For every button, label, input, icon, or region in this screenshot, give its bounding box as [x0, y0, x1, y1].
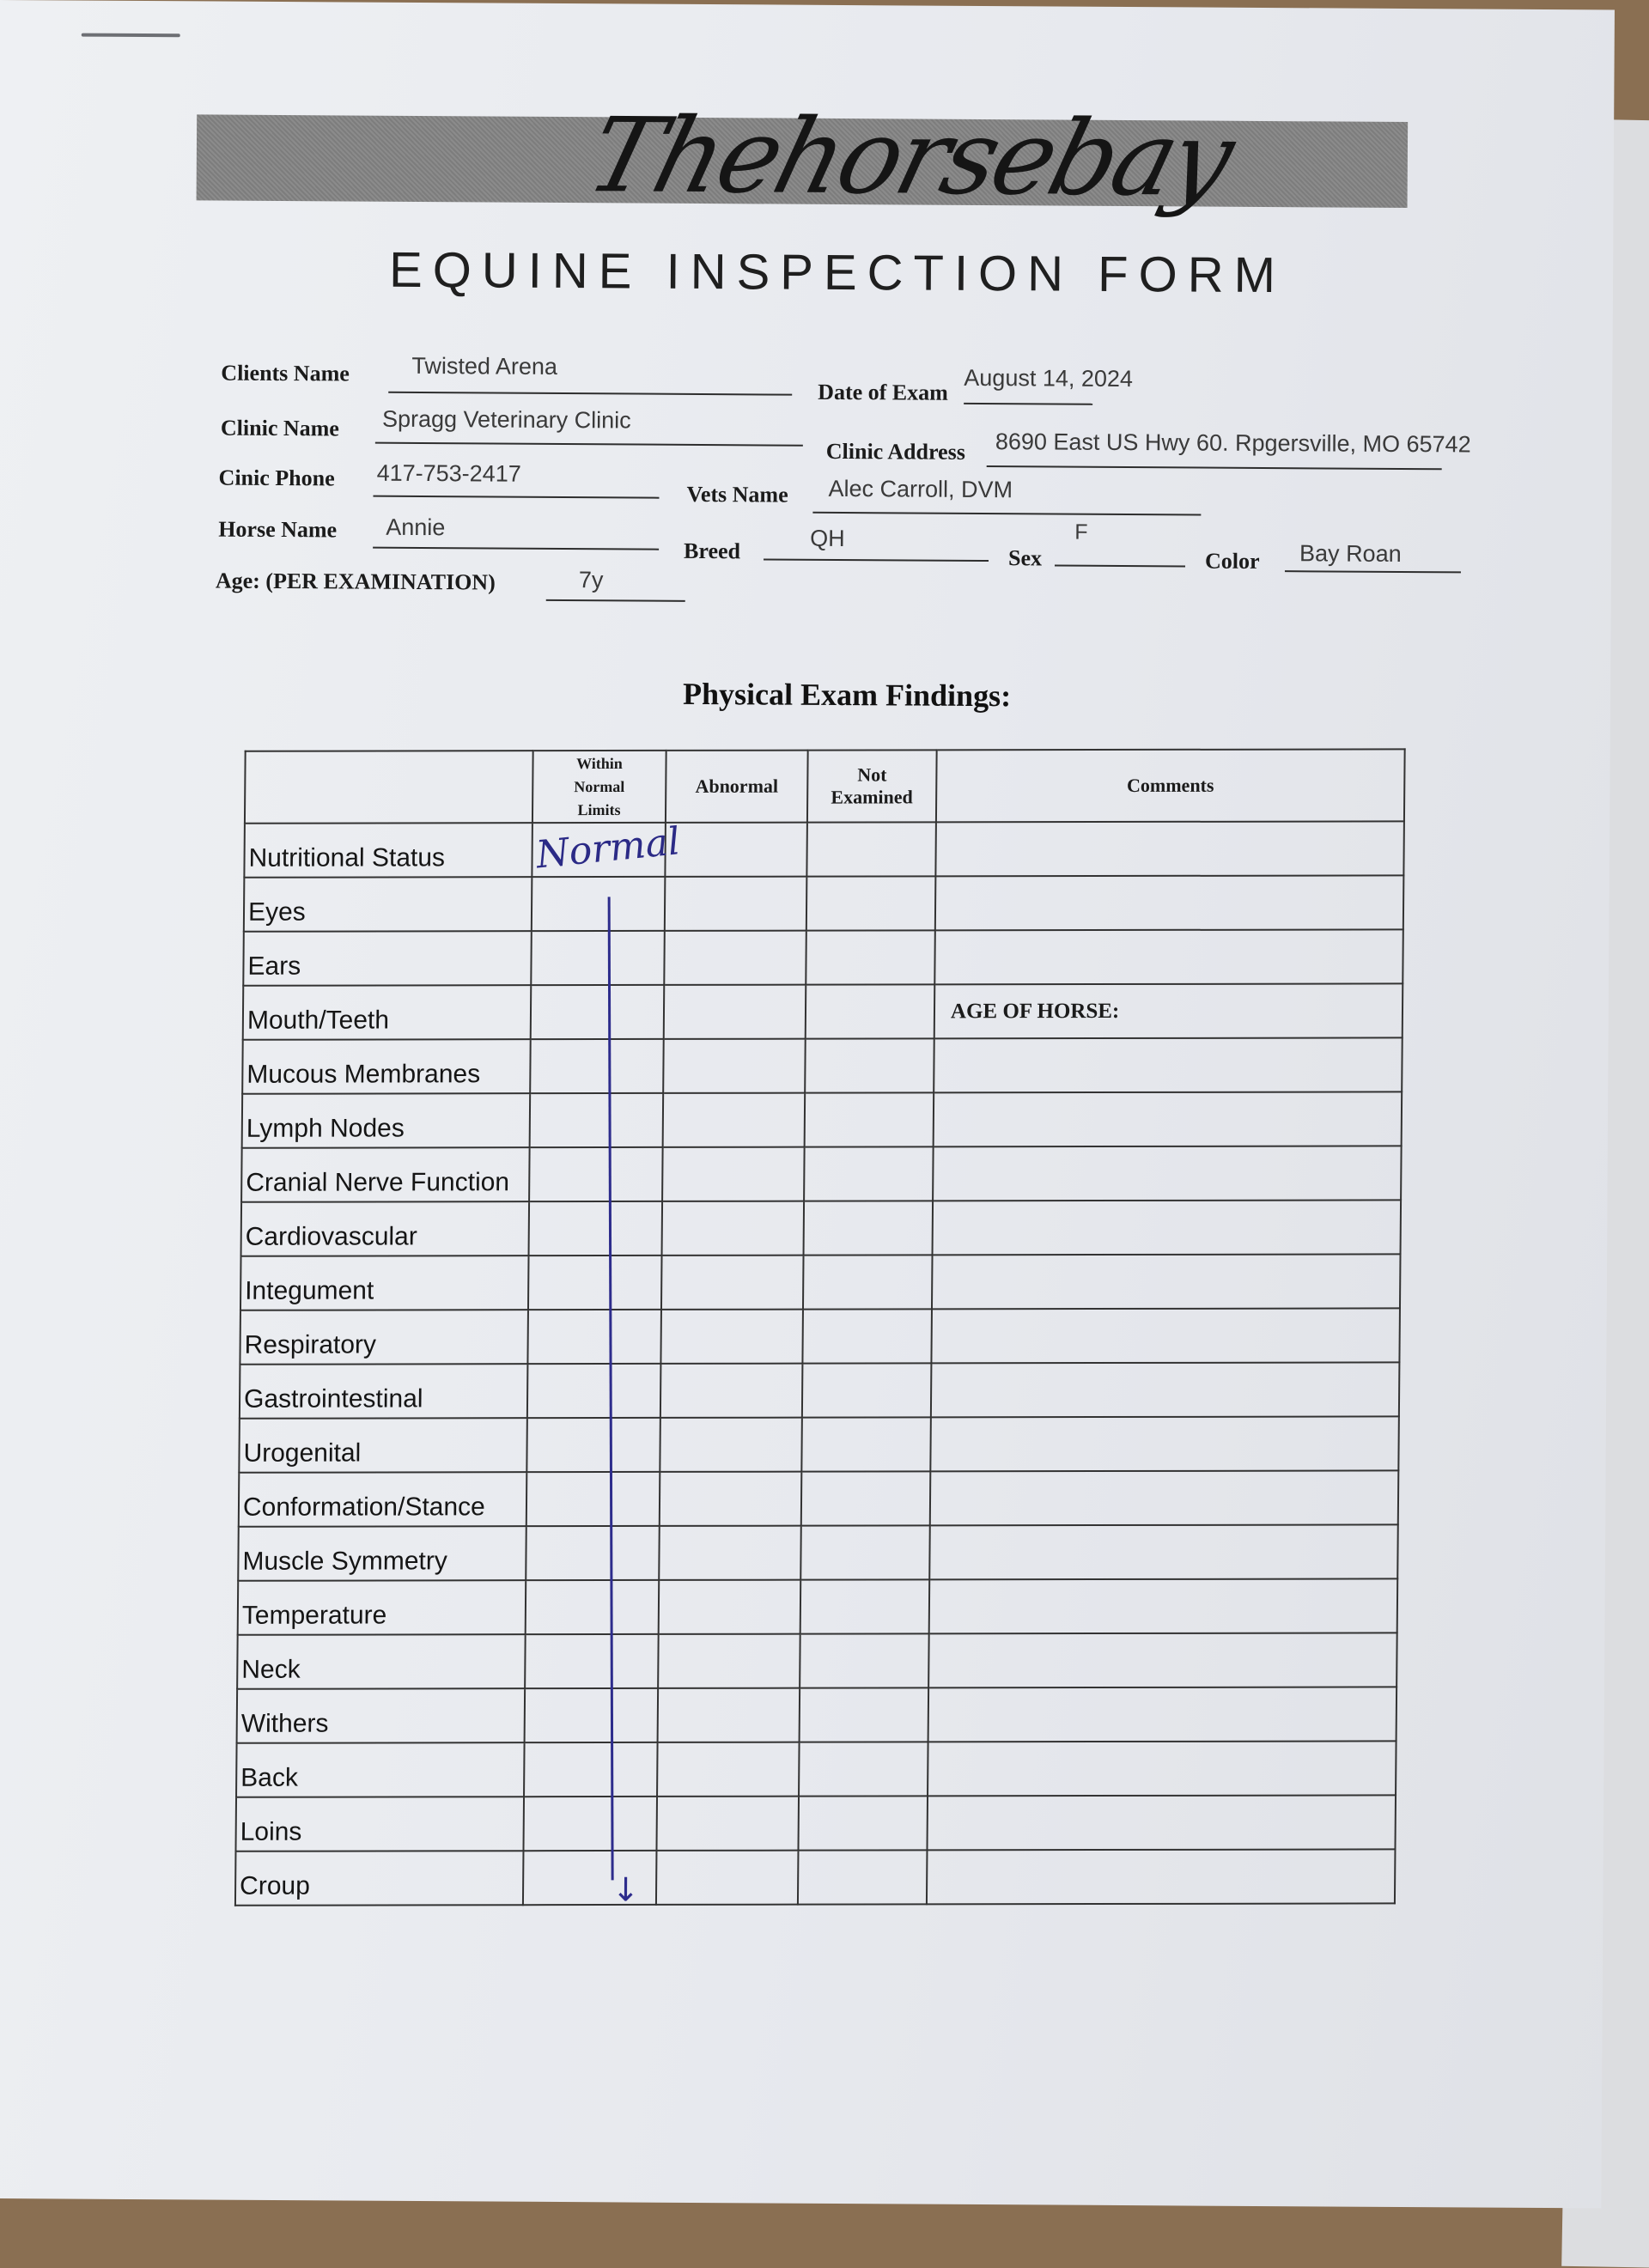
- table-row: [240, 1254, 1401, 1310]
- abnormal-cell[interactable]: [658, 1634, 800, 1688]
- abnormal-cell[interactable]: [660, 1472, 802, 1526]
- comments-cell[interactable]: [930, 1470, 1399, 1525]
- row-label: Lymph Nodes: [242, 1093, 531, 1148]
- comments-cell[interactable]: [935, 821, 1404, 876]
- abnormal-cell[interactable]: [658, 1688, 800, 1742]
- physical-exam-table: [234, 748, 1406, 1909]
- clinic-phone-underline: [373, 496, 659, 499]
- table-row: [239, 1470, 1399, 1526]
- table-row: [238, 1524, 1398, 1580]
- row-label: Gastrointestinal: [240, 1364, 528, 1419]
- wnl-cell[interactable]: [526, 1472, 660, 1526]
- not-examined-cell[interactable]: [806, 822, 936, 876]
- sex-value: F: [1074, 520, 1088, 544]
- clients-name-underline: [388, 392, 792, 396]
- clinic-phone-value: 417-753-2417: [376, 459, 521, 487]
- comments-header: Comments: [936, 749, 1405, 822]
- not-examined-cell[interactable]: [804, 1201, 934, 1255]
- abnormal-cell[interactable]: [665, 877, 807, 931]
- abnormal-header: Abnormal: [666, 751, 808, 823]
- wnl-cell[interactable]: [530, 1039, 664, 1093]
- row-label: Back: [236, 1742, 525, 1797]
- abnormal-cell[interactable]: [665, 823, 807, 877]
- date-of-exam-underline: [964, 403, 1092, 405]
- staple: [82, 33, 180, 38]
- horse-name-underline: [373, 547, 659, 550]
- form-title: EQUINE INSPECTION FORM: [388, 241, 1287, 304]
- date-of-exam-label: Date of Exam: [818, 379, 948, 405]
- row-label: Eyes: [244, 877, 532, 932]
- not-examined-cell[interactable]: [802, 1363, 932, 1417]
- row-label: Neck: [237, 1634, 526, 1689]
- comments-cell[interactable]: [928, 1741, 1396, 1796]
- vets-name-underline: [812, 512, 1201, 516]
- row-label: Conformation/Stance: [239, 1472, 527, 1527]
- table-row: [241, 1146, 1402, 1201]
- horse-name-value: Annie: [386, 514, 446, 541]
- abnormal-cell[interactable]: [661, 1256, 804, 1310]
- not-examined-cell[interactable]: [806, 930, 935, 984]
- comments-cell[interactable]: [933, 1146, 1402, 1201]
- wnl-cell[interactable]: [530, 1093, 664, 1147]
- not-examined-cell[interactable]: [800, 1633, 929, 1687]
- table-row: [240, 1362, 1400, 1418]
- table-row: [240, 1308, 1400, 1364]
- table-row: [241, 1200, 1402, 1256]
- abnormal-cell[interactable]: [656, 1851, 799, 1905]
- comments-cell[interactable]: [928, 1687, 1397, 1742]
- vets-name-label: Vets Name: [686, 481, 788, 508]
- table-row: [237, 1633, 1397, 1688]
- age-value: 7y: [578, 567, 604, 593]
- abnormal-cell[interactable]: [659, 1526, 801, 1580]
- row-label: Muscle Symmetry: [238, 1526, 526, 1581]
- not-examined-cell[interactable]: [803, 1255, 933, 1309]
- not-examined-cell[interactable]: [798, 1850, 928, 1904]
- row-label: Withers: [237, 1688, 526, 1743]
- not-examined-cell[interactable]: [801, 1417, 931, 1471]
- comments-cell[interactable]: [933, 1200, 1402, 1255]
- comments-cell[interactable]: [928, 1633, 1397, 1687]
- vets-name-value: Alec Carroll, DVM: [828, 475, 1013, 503]
- row-label: Temperature: [238, 1580, 526, 1635]
- comments-cell[interactable]: [929, 1578, 1398, 1633]
- wnl-cell[interactable]: [528, 1256, 662, 1310]
- comments-cell[interactable]: [934, 1037, 1403, 1092]
- age-underline: [546, 599, 685, 602]
- table-row: [244, 821, 1404, 877]
- not-examined-header: Not Examined: [807, 750, 937, 822]
- wnl-cell[interactable]: [524, 1742, 658, 1797]
- color-label: Color: [1204, 548, 1260, 574]
- comments-cell[interactable]: [929, 1524, 1398, 1579]
- wnl-cell[interactable]: [531, 985, 665, 1039]
- comments-cell[interactable]: [935, 875, 1404, 930]
- wnl-cell[interactable]: [531, 931, 665, 985]
- row-label: Loins: [235, 1797, 524, 1851]
- abnormal-cell[interactable]: [664, 931, 806, 985]
- clients-name-value: Twisted Arena: [411, 352, 558, 380]
- comments-cell[interactable]: [934, 929, 1403, 984]
- wnl-cell[interactable]: [532, 877, 666, 931]
- table-row: [235, 1795, 1396, 1851]
- row-label: Nutritional Status: [244, 823, 532, 878]
- not-examined-cell[interactable]: [800, 1579, 930, 1633]
- clinic-name-underline: [375, 442, 803, 447]
- logo: Thehorsebay: [576, 96, 1243, 220]
- table-row: [239, 1416, 1399, 1472]
- abnormal-cell[interactable]: [656, 1797, 799, 1851]
- abnormal-cell[interactable]: [662, 1201, 805, 1256]
- not-examined-cell[interactable]: [806, 876, 936, 930]
- not-examined-cell[interactable]: [800, 1687, 929, 1742]
- table-row: [244, 875, 1404, 931]
- breed-label: Breed: [684, 538, 741, 564]
- table-row: [242, 1091, 1403, 1147]
- table-row: [236, 1741, 1396, 1797]
- comments-cell[interactable]: [927, 1795, 1396, 1850]
- table-row: [243, 983, 1403, 1039]
- table-row: [237, 1687, 1397, 1742]
- wnl-cell[interactable]: [526, 1580, 660, 1634]
- clinic-name-label: Clinic Name: [220, 415, 339, 441]
- abnormal-cell[interactable]: [659, 1580, 801, 1634]
- row-label: Cranial Nerve Function: [241, 1147, 530, 1202]
- age-label: Age: (PER EXAMINATION): [215, 568, 496, 595]
- abnormal-cell[interactable]: [660, 1418, 802, 1472]
- not-examined-cell[interactable]: [806, 984, 935, 1038]
- clients-name-label: Clients Name: [221, 360, 350, 386]
- row-label: Respiratory: [240, 1310, 528, 1365]
- abnormal-cell[interactable]: [662, 1147, 805, 1201]
- row-label: Cardiovascular: [241, 1201, 530, 1256]
- horse-name-label: Horse Name: [218, 516, 338, 543]
- wnl-cell[interactable]: [526, 1526, 660, 1580]
- row-label: Croup: [235, 1851, 524, 1906]
- parameter-header: [245, 751, 533, 824]
- abnormal-cell[interactable]: [663, 1039, 806, 1093]
- table-header-row: [245, 749, 1405, 823]
- not-examined-cell[interactable]: [801, 1471, 931, 1525]
- comments-cell[interactable]: [930, 1416, 1399, 1471]
- clinic-address-underline: [987, 465, 1442, 470]
- not-examined-cell[interactable]: [805, 1092, 934, 1146]
- abnormal-cell[interactable]: [664, 985, 806, 1039]
- not-examined-cell[interactable]: [802, 1309, 932, 1363]
- breed-underline: [764, 558, 989, 562]
- abnormal-cell[interactable]: [660, 1310, 803, 1364]
- row-label: Integument: [240, 1256, 529, 1310]
- within-normal-limits-header: Within Normal Limits: [532, 751, 666, 823]
- clinic-address-label: Clinic Address: [825, 438, 965, 465]
- color-underline: [1285, 570, 1461, 573]
- abnormal-cell[interactable]: [657, 1742, 800, 1797]
- comments-cell[interactable]: [932, 1254, 1401, 1309]
- abnormal-cell[interactable]: [660, 1364, 803, 1418]
- clinic-phone-label: Cinic Phone: [218, 465, 335, 491]
- handwritten-arrow-down-icon: ↓: [612, 1870, 640, 1909]
- comments-cell[interactable]: [927, 1849, 1396, 1904]
- sex-underline: [1055, 565, 1185, 568]
- date-of-exam-value: August 14, 2024: [964, 364, 1134, 392]
- clinic-address-value: 8690 East US Hwy 60. Rpgersville, MO 65742: [995, 429, 1471, 458]
- breed-value: QH: [810, 525, 845, 552]
- not-examined-cell[interactable]: [800, 1525, 930, 1579]
- sex-label: Sex: [1007, 545, 1043, 571]
- row-label: Mouth/Teeth: [243, 985, 532, 1040]
- row-label: Urogenital: [239, 1418, 527, 1473]
- wnl-cell[interactable]: [525, 1634, 659, 1688]
- handwritten-normal-mark: Normal: [533, 819, 683, 878]
- table-row: [235, 1849, 1396, 1905]
- wnl-cell[interactable]: [526, 1418, 660, 1472]
- wnl-cell[interactable]: [523, 1797, 657, 1851]
- section-title: Physical Exam Findings:: [682, 676, 1012, 714]
- comments-cell[interactable]: [931, 1362, 1400, 1417]
- not-examined-cell[interactable]: [805, 1038, 934, 1092]
- wnl-cell[interactable]: [529, 1201, 663, 1256]
- clinic-name-value: Spragg Veterinary Clinic: [381, 405, 631, 434]
- not-examined-cell[interactable]: [804, 1146, 934, 1201]
- row-label: Mucous Membranes: [242, 1039, 531, 1094]
- comments-cell[interactable]: [931, 1308, 1400, 1363]
- wnl-cell[interactable]: [527, 1310, 661, 1364]
- age-of-horse-note[interactable]: AGE OF HORSE:: [934, 983, 1403, 1038]
- row-label: Ears: [243, 931, 532, 986]
- table-row: [242, 1037, 1403, 1093]
- table-row: [243, 929, 1403, 985]
- wnl-cell[interactable]: [529, 1147, 663, 1201]
- not-examined-cell[interactable]: [799, 1742, 928, 1796]
- table-row: [238, 1578, 1398, 1634]
- not-examined-cell[interactable]: [798, 1796, 928, 1850]
- color-value: Bay Roan: [1299, 540, 1402, 567]
- abnormal-cell[interactable]: [663, 1093, 806, 1147]
- wnl-cell[interactable]: [527, 1364, 661, 1418]
- comments-cell[interactable]: [934, 1091, 1403, 1146]
- wnl-cell[interactable]: [525, 1688, 659, 1742]
